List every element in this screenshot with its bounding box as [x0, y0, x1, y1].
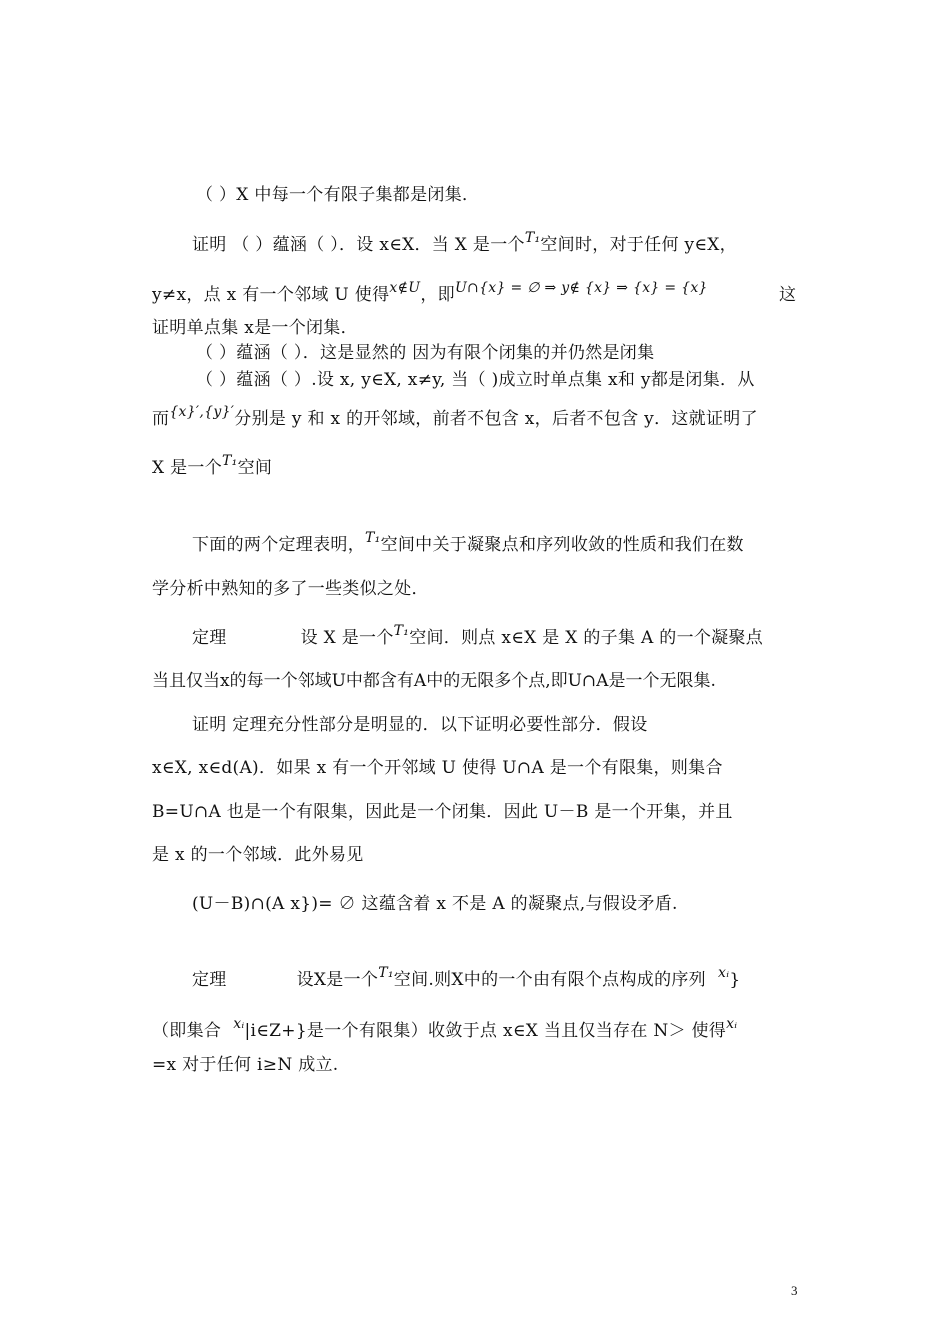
proof-line-3	[152, 316, 358, 340]
text: 是 x 的一个邻域．此外易见	[152, 845, 364, 865]
text: 而	[152, 409, 170, 429]
text: （即集合	[152, 1021, 222, 1041]
math-t1: T₁	[524, 230, 541, 246]
statement-line	[196, 183, 479, 207]
text: 设X是一个	[296, 970, 379, 990]
math-t1: T₁	[378, 965, 394, 981]
math-implication: U∩{x} = ∅ ⇒ y∉ {x} ⇒ {x} = {x}	[454, 280, 708, 296]
text: 学分析中熟知的多了一些类似之处．	[152, 579, 429, 599]
theorem-label: 定理	[192, 970, 227, 990]
text: (U－B)∩(A x})= ∅ 这蕴含着 x 不是 A 的凝聚点,与假设矛盾.	[192, 894, 678, 914]
text: 下面的两个定理表明，	[192, 535, 365, 555]
text: 空间中关于凝聚点和序列收敛的性质和我们在数	[380, 535, 744, 555]
intro-line-2	[152, 577, 429, 601]
theorem-2-line-1	[192, 965, 741, 993]
math-t1: T₁	[222, 453, 238, 469]
page-number: 3	[791, 1283, 798, 1298]
text: 空间．则点 x∈X 是 X 的子集 A 的一个凝聚点	[409, 628, 764, 648]
text: 空间时，对于任何 y∈X，	[540, 235, 737, 255]
text: 证明 定理充分性部分是明显的．以下证明必要性部分．假设	[192, 715, 648, 735]
proof-line-7	[152, 453, 273, 481]
text: 证明 （ ）蕴涵（ ）．设 x∈X．当 X 是一个	[192, 235, 525, 255]
text: B=U∩A 也是一个有限集，因此是一个闭集．因此 U－B 是一个开集，并且	[152, 802, 733, 822]
text: }	[729, 970, 741, 990]
proof-2-line-4	[152, 843, 364, 867]
text: x∈X, x∈d(A)．如果 x 有一个开邻域 U 使得 U∩A 是一个有限集，则集合	[152, 758, 723, 778]
theorem-1-line-2	[152, 669, 716, 693]
math-complements: {x}′,{y}′	[169, 404, 235, 420]
theorem-2-line-3	[152, 1053, 339, 1077]
proof-2-line-5	[192, 892, 678, 916]
text: （ ）蕴涵（ ）．这是显然的 因为有限个闭集的并仍然是闭集	[196, 343, 655, 363]
proof-2-line-3	[152, 800, 733, 824]
proof-line-5	[196, 368, 755, 392]
math-xi: xᵢ	[233, 1016, 245, 1032]
text: （ ）X 中每一个有限子集都是闭集．	[196, 185, 480, 205]
theorem-1-line-1	[192, 623, 764, 651]
intro-line-1	[192, 530, 744, 558]
math-t1: T₁	[365, 530, 381, 546]
math-xi: xᵢ	[726, 1016, 738, 1032]
text: ，即	[420, 285, 455, 305]
proof-line-2	[152, 280, 802, 308]
theorem-label: 定理	[192, 628, 227, 648]
theorem-2-line-2	[152, 1016, 738, 1044]
proof-line-6	[152, 404, 758, 432]
proof-line-4	[196, 341, 654, 365]
proof-2-line-2	[152, 756, 723, 780]
text: =x 对于任何 i≥N 成立.	[152, 1055, 339, 1075]
text: （ ）蕴涵（ ）.设 x, y∈X, x≠y, 当（ )成立时单点集 x和 y都是闭集．从	[196, 370, 755, 390]
math-xi: xᵢ	[718, 965, 730, 981]
text: 空间	[237, 458, 273, 478]
text: 证明单点集 x是一个闭集．	[152, 318, 358, 338]
text: 这	[779, 285, 797, 305]
text: 空间.则X中的一个由有限个点构成的序列	[393, 970, 706, 990]
text: X 是一个	[152, 458, 223, 478]
text: 设 X 是一个	[300, 628, 394, 648]
math-x-not-in-u: x∉U	[389, 280, 421, 296]
text: |i∈Z+}是一个有限集）收敛于点 x∈X 当且仅当存在 N＞ 使得	[244, 1021, 727, 1041]
text: y≠x，点 x 有一个邻域 U 使得	[152, 285, 390, 305]
text: 当且仅当x的每一个邻域U中都含有A中的无限多个点,即U∩A是一个无限集.	[152, 671, 716, 691]
text: 分别是 y 和 x 的开邻域，前者不包含 x，后者不包含 y．这就证明了	[234, 409, 758, 429]
proof-2-line-1	[192, 713, 648, 737]
math-t1: T₁	[393, 623, 410, 639]
proof-line-1	[192, 230, 737, 258]
